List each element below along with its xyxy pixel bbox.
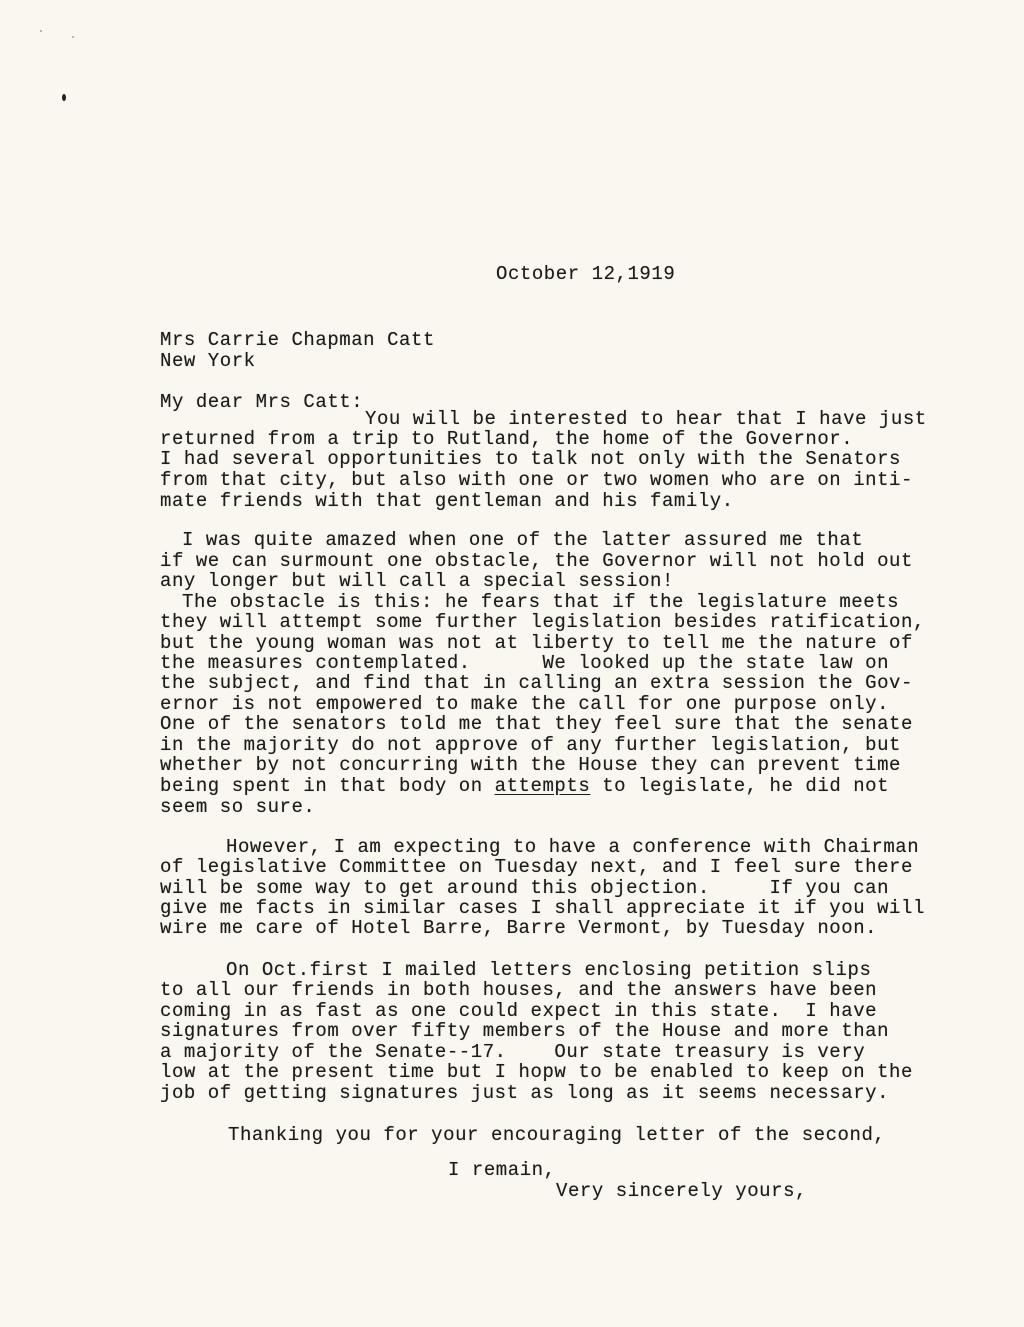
line-start: being spent in that body on [160,775,495,797]
paragraph-2-line: the measures contemplated. We looked up the state law on [160,652,890,674]
paragraph-1-line: mate friends with that gentleman and his family. [160,490,734,512]
paragraph-2-line: but the young woman was not at liberty to tell me the nature of [160,632,913,654]
paragraph-2-line: The obstacle is this: he fears that if the legislature meets [182,591,900,613]
paragraph-1-line: You will be interested to hear that I have just [365,408,927,430]
line-end: to legislate, he did not [590,775,890,797]
closing-remain: I remain, [448,1159,556,1181]
thanks-line: Thanking you for your encouraging letter of the second, [228,1124,886,1146]
paragraph-2-line: I was quite amazed when one of the latter assured me that [182,529,864,551]
paragraph-1-line: I had several opportunities to talk not only with the Senators [160,448,902,470]
recipient-city: New York [160,350,256,372]
paragraph-2-line: whether by not concurring with the House they can prevent time [160,754,902,776]
paragraph-2-line: in the majority do not approve of any further legislation, but [160,734,902,756]
paragraph-4-line: coming in as fast as one could expect in this state. I have [160,1000,878,1022]
paragraph-3-line: of legislative Committee on Tuesday next, and I feel sure there [160,856,913,878]
paragraph-4-line: a majority of the Senate--17. Our state treasury is very [160,1041,866,1063]
paragraph-2-line: if we can surmount one obstacle, the Governor will not hold out [160,550,913,572]
paragraph-3-line: wire me care of Hotel Barre, Barre Vermont, by Tuesday noon. [160,917,878,939]
paragraph-2-line: any longer but will call a special session! [160,570,674,592]
recipient-name: Mrs Carrie Chapman Catt [160,329,435,351]
paragraph-2-line-with-underline [160,776,889,797]
underlined-word: attempts [494,775,591,797]
paragraph-2-line: the subject, and find that in calling an extra session the Gov- [160,672,913,694]
salutation: My dear Mrs Catt: [160,391,364,413]
paragraph-4-line: to all our friends in both houses, and the answers have been [160,979,878,1001]
paragraph-1-line: returned from a trip to Rutland, the home of the Governor. [160,428,854,450]
paragraph-2-line: One of the senators told me that they feel sure that the senate [160,713,913,735]
paragraph-2-line: ernor is not empowered to make the call for one purpose only. [160,693,890,715]
paragraph-2-line: they will attempt some further legislation besides ratification, [160,611,925,633]
paragraph-3-line: give me facts in similar cases I shall appreciate it if you will [160,897,925,919]
paragraph-4-line: job of getting signatures just as long as it seems necessary. [160,1082,890,1104]
ink-speck [40,30,42,32]
paragraph-2-line: seem so sure. [160,796,316,818]
ink-speck [62,94,66,101]
paragraph-4-line: low at the present time but I hopw to be enabled to keep on the [160,1061,913,1083]
closing-signoff: Very sincerely yours, [556,1180,807,1202]
paragraph-4-line: On Oct.first I mailed letters enclosing petition slips [226,959,872,981]
paragraph-3-line: However, I am expecting to have a conference with Chairman [226,836,920,858]
letter-date: October 12,1919 [496,263,676,285]
paragraph-4-line: signatures from over fifty members of the House and more than [160,1020,890,1042]
paragraph-1-line: from that city, but also with one or two women who are on inti- [160,469,913,491]
paragraph-3-line: will be some way to get around this objection. If you can [160,877,890,899]
ink-speck [72,36,74,38]
